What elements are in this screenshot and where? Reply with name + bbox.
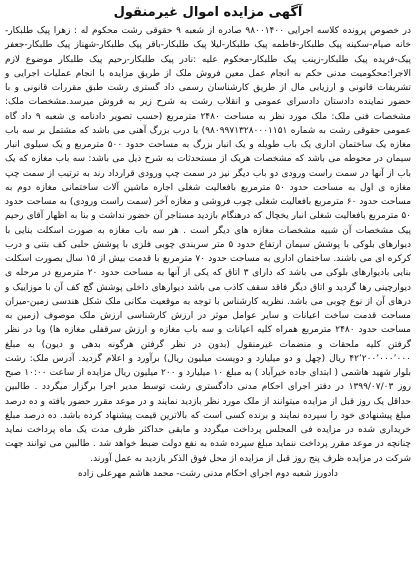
notice-title: آگهی مزایده اموال غیرمنقول xyxy=(113,5,303,20)
notice-signature: دادورز شعبه دوم اجرای احکام مدنی رشت- محمد هاشم مهرعلی زاده xyxy=(78,468,338,479)
notice-body: در خصوص پرونده کلاسه اجرایی ۹۸۰۰۱۴۰۰ صادره از شعبه ۹ حقوقی رشت محکوم له : زهرا پیک طلبکار-خانه صیام-سکینه پیک طلبکار-فاطمه پیک طلبکار-لیلا پیک طلبکار-باقر پیک طلبکار-شهناز پیک طلبکار-جعفر پیک-فریده پیک طلبکار-زینب پیک طلبکار-محکوم علیه :نادر پیک طلبکار-رحیم پیک طلبکار موضوع لازم الاجرا:محکومیت مدنی حکم به انجام عمل معین فروش ملک از طریق مزایده با انجام عملیات اجرایی و تشریفات قانونی و ارزیابی مال از طریق کارشناسان رسمی داد گستری رشت طبق مقررات قانونی و با حضور نماینده دادستان دادسرای عمومی و انقلاب رشت به شرح زیر به فروش میرسد.مشخصات ملک: مشخصات فنی ملک: ملک مورد نظر به مساحت ۲۴۸۰ مترمربع (حسب تصویر دادنامه ی شعبه ۹ داد گاه عمومی حقوقی رشت به شماره ۹۸۰۹۹۷۱۳۲۸۰۰۰۱۱۵۱) با درب بزرگ آهنی می باشد که مشتمل بر سه باب مغازه یک ساختمان اداری یک باب طویله و یک انبار بزرگ به مساحت حدود ۵۰۰ مترمربع و یک سیلوی انبار سیمان در محوطه می باشد که مشخصات هریک از مستحدثات به شرح ذیل می باشد: سه باب مغازه که یک باب از آنها در سمت راست ورودی دو باب دیگر نیز در سمت چپ ورودی قرارداد رند به ترتیب از سمت چپ مغازه ی اول به مساحت حدود ۵۰ مترمربع بافعالیت شغلی اجاره ماشین آلات ساختمانی مغازه دوم به مساحت حدود ۶۰ مترمربع بافعالیت شغلی چوب فروشی و مغازه آخر (سمت راست ورودی) به مساحت حدود ۵۰ مترمربع بافعالیت شغلی انبار یخچال که درهنگام بازدید مستاجر آن حضور نداشت و بنا به اظهار آقای رحیم پیک مشخصات آن شبیه مشخصات مغازه های دیگر است . هر سه باب مغازه به صورت اسکلت بنایی با دیوارهای بلوکی با پوشش سیمان ارتفاع حدود ۵ متر سربندی چوبی فلزی با پوشش حلبی کف بتنی و درب کرکره ای می باشند. ساختمان اداری به مساحت حدود ۷۰ مترمربع با قدمت بیش از ۱۵ سال بصورت اسکلت بنایی بادیوارهای بلوکی می باشد که دارای ۳ اتاق که یکی از آنها به مساحت حدود ۲۰ مترمربع در مرحله ی دیوارچینی رها گردید و اتاق دیگر فاقد سقف کاذب می باشد دیوارهای داخلی پوشش گچ کف آن با موزاییک و درهای آن از نوع چوبی می باشد. نظریه کارشناس با توجه به موقعیت مکانی ملک شکل هندسی زمین-میزان مساحت قدمت ساخت اعیانات و سایر عوامل موثر در ارزش کارشناسی ارزش ملک موصوف (زمین به مساحت حدود ۲۴۸۰ مترمربع همراه کلیه اعیانات و سه باب مغازه و ارزش سرقفلی مغازه ها) وبا در نظر گرفتن کلیه ملحقات و منضمات غیرمنقول (بدون در نظر گرفتن هرگونه بدهی و دیون) به مبلغ ۴۲٬۲۰۰٬۰۰۰٬۰۰۰ ریال (چهل و دو میلیارد و دویست میلیون ریال) برآورد و اعلام گردید. آدرس ملک: رشت بلوار شهید هاشمی ( ابتدای جاده خیرآباد ) به مبلغ ۱۰ میلیارد و ۲۰۰ میلیون ریال مزایده از ساعت ۱۰:۰۰ صبح روز ۱۳۹۹/۰۷/۰۳ در دفتر اجرای احکام مدنی دادگستری رشت توسط مدیر اجرا برگزار میگردد . طالبین حداقل یک روز قبل از مزایده میتوانند از ملک مورد نظر بازدید نمایند و در موعد مقرر حضور یافته و ده درصد مبلغ پیشنهادی خود را سپرده نمایند و برنده کسی است که بالاترین قیمت پیشنهاد کرده باشد. ده درصد مبلغ خریداری شده در مزایده فی المجلس پرداخت میگردد و مابقی حداکثر ظرف مدت یک ماه پرداخت نماید چنانچه در موعد مقرر پرداخت ننماید مبلغ سپرده شده به نفع دولت ضبط خواهد شد . طالبین می توانند جهت شرکت در مزایده ظرف پنج روز قبل از مزایده از محل فوق الذکر بازدید به عمل آورند. xyxy=(5,26,412,464)
